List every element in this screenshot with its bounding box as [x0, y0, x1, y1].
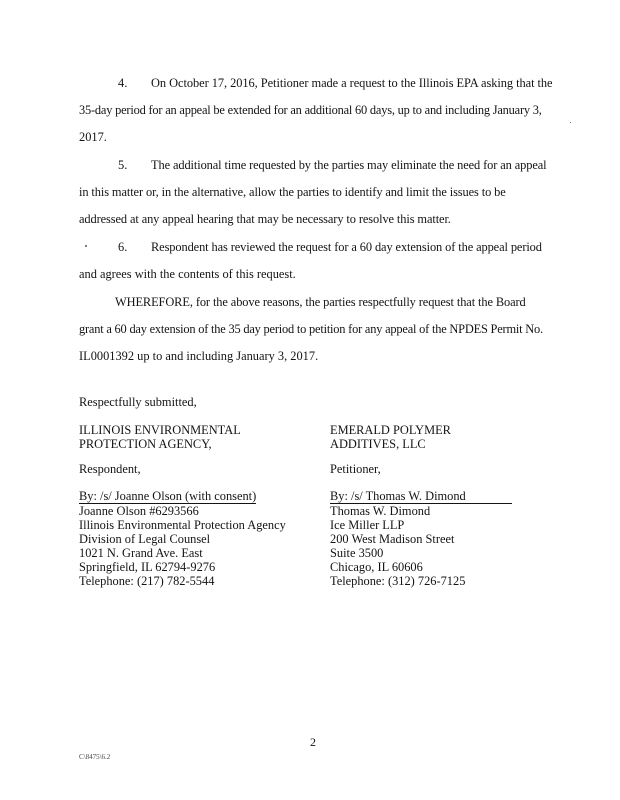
left-address-line-4: 1021 N. Grand Ave. East	[79, 546, 203, 560]
right-party-line-2: ADDITIVES, LLC	[330, 437, 426, 451]
closing-text: Respectfully submitted,	[79, 395, 197, 409]
paragraph-5-line-2: in this matter or, in the alternative, allow the parties to identify and limit the issues to be	[79, 185, 506, 199]
right-address-line-6: Telephone: (312) 726-7125	[330, 574, 466, 588]
right-role: Petitioner,	[330, 462, 381, 476]
left-address-line-5: Springfield, IL 62794-9276	[79, 560, 216, 574]
scan-speck	[570, 122, 571, 123]
paragraph-5-number: 5.	[118, 158, 128, 172]
wherefore-line-2: grant a 60 day extension of the 35 day period to petition for any appeal of the NPDES Permit No.	[79, 322, 543, 336]
paragraph-5-line-3: addressed at any appeal hearing that may be necessary to resolve this matter.	[79, 212, 451, 226]
left-role: Respondent,	[79, 462, 141, 476]
right-address-line-1: Thomas W. Dimond	[330, 504, 431, 518]
paragraph-4-line-3: 2017.	[79, 130, 107, 144]
paragraph-6-line-1: Respondent has reviewed the request for a 60 day extension of the appeal period	[151, 240, 542, 254]
wherefore-line-3: IL0001392 up to and including January 3, 2017.	[79, 349, 319, 363]
paragraph-5-line-1: The additional time requested by the parties may eliminate the need for an appeal	[151, 158, 547, 172]
right-signature-line: By: /s/ Thomas W. Dimond	[330, 490, 512, 504]
paragraph-4-number: 4.	[118, 76, 128, 90]
paragraph-6-line-2: and agrees with the contents of this request.	[79, 267, 296, 281]
paragraph-6-number: 6.	[118, 240, 128, 254]
document-code: C\8475\6.2	[79, 753, 111, 761]
right-address-line-2: Ice Miller LLP	[330, 518, 405, 532]
right-address-line-4: Suite 3500	[330, 546, 384, 560]
paragraph-4-line-2: 35-day period for an appeal be extended for an additional 60 days, up to and including January 3,	[79, 103, 542, 117]
right-address-line-5: Chicago, IL 60606	[330, 560, 423, 574]
wherefore-line-1: WHEREFORE, for the above reasons, the parties respectfully request that the Board	[115, 295, 526, 309]
left-address-line-3: Division of Legal Counsel	[79, 532, 211, 546]
right-party-line-1: EMERALD POLYMER	[330, 423, 451, 437]
left-party-line-2: PROTECTION AGENCY,	[79, 437, 212, 451]
right-address-line-3: 200 West Madison Street	[330, 532, 455, 546]
page-number: 2	[310, 735, 316, 749]
left-signature-line: By: /s/ Joanne Olson (with consent)	[79, 489, 257, 503]
paragraph-4-line-1: On October 17, 2016, Petitioner made a request to the Illinois EPA asking that the	[151, 76, 553, 90]
left-address-line-6: Telephone: (217) 782-5544	[79, 574, 215, 588]
left-address-line-1: Joanne Olson #6293566	[79, 504, 199, 518]
scan-speck	[85, 245, 87, 247]
left-party-line-1: ILLINOIS ENVIRONMENTAL	[79, 423, 241, 437]
left-address-line-2: Illinois Environmental Protection Agency	[79, 518, 286, 532]
